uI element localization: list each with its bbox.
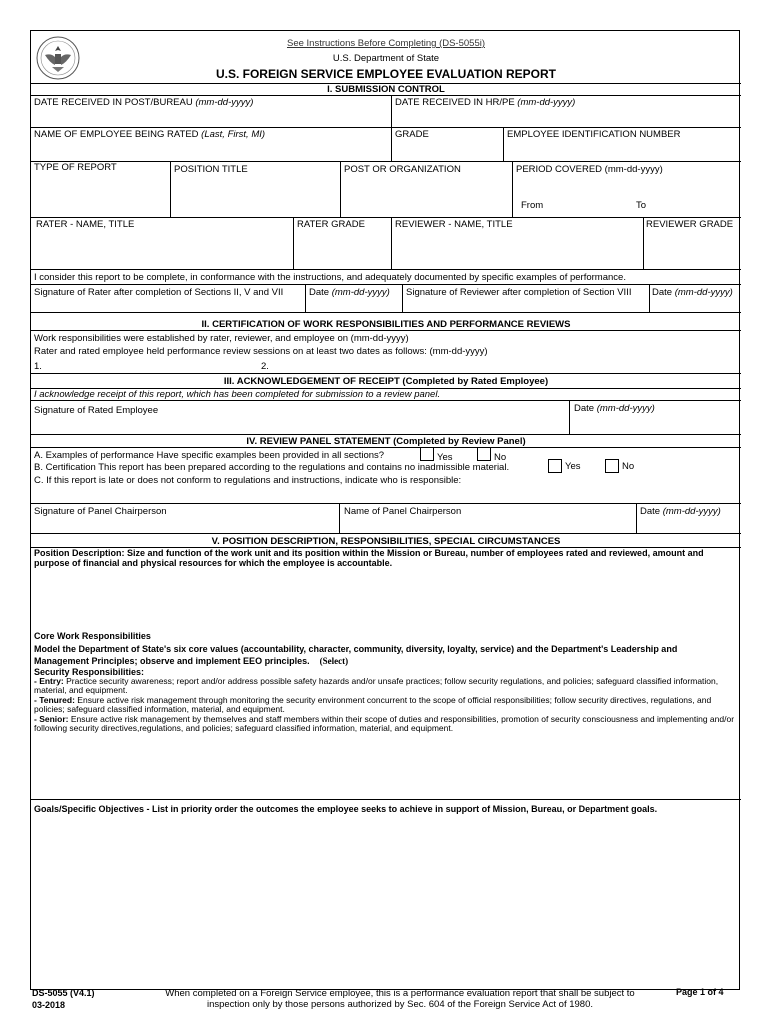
- item-b-no-label: No: [622, 461, 635, 472]
- section2-heading: II. CERTIFICATION OF WORK RESPONSIBILITIES AND PERFORMANCE REVIEWS: [201, 319, 571, 330]
- form-number: DS-5055 (V4.1): [32, 988, 95, 998]
- reviewer-signature-field[interactable]: [406, 298, 646, 310]
- department-name: U.S. Department of State: [332, 53, 440, 64]
- security-responsibilities-heading: Security Responsibilities:: [34, 667, 145, 677]
- rated-employee-signature-field[interactable]: [34, 417, 564, 432]
- grade-label: GRADE: [395, 129, 429, 140]
- employee-id-field[interactable]: [507, 141, 735, 159]
- review-date-1-field[interactable]: [49, 360, 249, 372]
- completion-statement: I consider this report to be complete, in conformance with the instructions, and adequately documented by specific examples of performance.: [34, 272, 626, 283]
- position-description-field[interactable]: [34, 571, 738, 629]
- instructions-link[interactable]: See Instructions Before Completing (DS-5055i): [286, 38, 485, 49]
- form-date: 03-2018: [32, 1000, 66, 1010]
- goals-prompt: Goals/Specific Objectives - List in priority order the outcomes the employee seeks to achieve in support of Mission, Bureau, or Department goals.: [34, 804, 658, 814]
- employee-id-label: EMPLOYEE IDENTIFICATION NUMBER: [507, 129, 681, 140]
- section5-heading: V. POSITION DESCRIPTION, RESPONSIBILITIES, SPECIAL CIRCUMSTANCES: [211, 536, 561, 547]
- rater-date-label: Date (mm-dd-yyyy): [309, 287, 390, 298]
- rated-employee-date-label: Date (mm-dd-yyyy): [574, 403, 655, 414]
- section3-heading: III. ACKNOWLEDGEMENT OF RECEIPT (Completed by Rated Employee): [223, 376, 549, 387]
- period-from-field[interactable]: [546, 198, 632, 214]
- post-org-label: POST OR ORGANIZATION: [344, 164, 461, 175]
- review-date-2-label: 2.: [261, 361, 269, 372]
- panel-chair-signature-field[interactable]: [34, 518, 334, 531]
- review-date-2-field[interactable]: [276, 360, 476, 372]
- reviewer-date-field[interactable]: [652, 298, 738, 310]
- position-title-field[interactable]: [174, 177, 336, 215]
- rater-grade-field[interactable]: [297, 231, 387, 267]
- post-org-field[interactable]: [344, 177, 508, 215]
- item-a-no-checkbox[interactable]: [477, 447, 491, 461]
- acknowledge-statement: I acknowledge receipt of this report, which has been completed for submission to a review panel.: [34, 389, 441, 400]
- sig-rated-employee-label: Signature of Rated Employee: [34, 405, 159, 416]
- position-description-prompt: Position Description: Size and function of the work unit and its position within the Mission or Bureau, number of employees rated and reviewed, amount and purpose of financial and physical resources for which the employee is accountable.: [34, 548, 704, 568]
- name-panel-chair-label: Name of Panel Chairperson: [344, 506, 462, 517]
- item-a-yes-checkbox[interactable]: [420, 447, 434, 461]
- form-title: U.S. FOREIGN SERVICE EMPLOYEE EVALUATION REPORT: [215, 67, 557, 81]
- core-select-dropdown[interactable]: (Select): [319, 656, 349, 666]
- employee-name-field[interactable]: [34, 141, 386, 159]
- reviewer-date-label: Date (mm-dd-yyyy): [652, 287, 733, 298]
- section1-heading: I. SUBMISSION CONTROL: [327, 84, 445, 95]
- item-b-yes-checkbox[interactable]: [548, 459, 562, 473]
- core-responsibilities-heading: Core Work Responsibilities: [34, 631, 151, 641]
- period-covered-label: PERIOD COVERED (mm-dd-yyyy): [516, 164, 663, 175]
- reviewer-name-field[interactable]: [395, 231, 639, 267]
- rater-name-field[interactable]: [34, 231, 289, 267]
- page-number: Page 1 of 4: [676, 987, 724, 997]
- to-label: To: [636, 200, 647, 211]
- date-received-hr-label: DATE RECEIVED IN HR/PE (mm-dd-yyyy): [395, 97, 576, 108]
- grade-field[interactable]: [395, 141, 499, 159]
- type-of-report-select[interactable]: [34, 176, 166, 214]
- security-entry-text: - Entry: Practice security awareness; report and/or address possible safety hazards and/or unsafe practices; follow security regulations, and policies; safeguard classified information, material, and equipment.: [34, 676, 719, 695]
- work-responsibilities-line: Work responsibilities were established by rater, reviewer, and employee on (mm-dd-yyyy): [34, 333, 409, 344]
- item-a-yes-label: Yes: [437, 452, 453, 463]
- review-item-b: B. Certification This report has been prepared according to the regulations and contains no inadmissible material.: [34, 462, 510, 473]
- item-b-no-checkbox[interactable]: [605, 459, 619, 473]
- form-page: [30, 30, 740, 990]
- date-received-post-label: DATE RECEIVED IN POST/BUREAU (mm-dd-yyyy): [34, 97, 254, 108]
- security-tenured-text: - Tenured: Ensure active risk management through monitoring the security environment concurrent to the scope of official responsibilities; follow security directives, regulations, and policies; safeguard classified information, material, and equipment.: [34, 695, 712, 714]
- security-senior-text: - Senior: Ensure active risk management by themselves and staff members within their scope of duties and responsibilities, promotion of security consciousness and implementing and/or following security directives,regulations, and policies; safeguard classified information, material, and equipment.: [34, 714, 735, 733]
- panel-chair-name-field[interactable]: [344, 518, 632, 531]
- rater-grade-label: RATER GRADE: [297, 219, 365, 230]
- rater-name-label: RATER - NAME, TITLE: [36, 219, 135, 230]
- review-sessions-line: Rater and rated employee held performance review sessions on at least two dates as follows: (mm-dd-yyyy): [34, 346, 488, 357]
- item-b-yes-label: Yes: [565, 461, 581, 472]
- reviewer-name-label: REVIEWER - NAME, TITLE: [395, 219, 513, 230]
- type-of-report-label: TYPE OF REPORT: [34, 162, 117, 173]
- review-item-a: A. Examples of performance Have specific examples been provided in all sections?: [34, 450, 385, 461]
- sig-reviewer-label: Signature of Reviewer after completion of Section VIII: [406, 287, 632, 298]
- footer-notice-line2: inspection only by those persons authorized by Sec. 604 of the Foreign Service Act of 1980.: [206, 999, 594, 1010]
- employee-name-label: NAME OF EMPLOYEE BEING RATED (Last, First, MI): [34, 129, 266, 140]
- period-to-field[interactable]: [651, 198, 737, 214]
- date-received-hr-field[interactable]: [395, 109, 735, 125]
- from-label: From: [521, 200, 544, 211]
- core-responsibilities-field[interactable]: [34, 737, 738, 797]
- section4-heading: IV. REVIEW PANEL STATEMENT (Completed by Review Panel): [246, 436, 526, 447]
- review-item-c: C. If this report is late or does not conform to regulations and instructions, indicate who is responsible:: [34, 475, 462, 486]
- reviewer-grade-label: REVIEWER GRADE: [646, 219, 734, 230]
- reviewer-grade-field[interactable]: [646, 231, 738, 267]
- panel-date-field[interactable]: [640, 518, 738, 531]
- panel-date-label: Date (mm-dd-yyyy): [640, 506, 721, 517]
- review-date-1-label: 1.: [34, 361, 42, 372]
- rated-employee-date-field[interactable]: [574, 417, 738, 432]
- rater-date-field[interactable]: [309, 298, 399, 310]
- sig-rater-label: Signature of Rater after completion of Sections II, V and VII: [34, 287, 284, 298]
- sig-panel-chair-label: Signature of Panel Chairperson: [34, 506, 167, 517]
- rater-signature-field[interactable]: [34, 298, 302, 310]
- date-received-post-field[interactable]: [34, 109, 386, 125]
- core-responsibilities-text: Model the Department of State's six core values (accountability, character, community, diversity, loyalty, service) and the Department's Leadership and Management Principles; observe and implement EEO principles. (Select): [34, 644, 678, 666]
- position-title-label: POSITION TITLE: [174, 164, 248, 175]
- item-a-no-label: No: [494, 452, 507, 463]
- goals-field[interactable]: [34, 821, 738, 981]
- footer-notice-line1: When completed on a Foreign Service employee, this is a performance evaluation report that shall be subject to: [165, 988, 635, 999]
- responsible-party-field[interactable]: [34, 487, 734, 501]
